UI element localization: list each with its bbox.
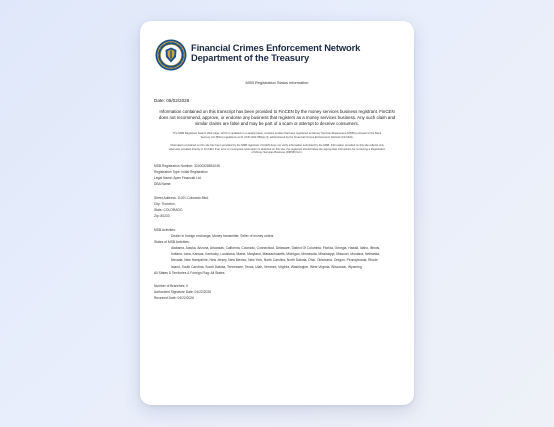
agency-title: [191, 43, 403, 63]
msb-activities-label: MSB Activities:: [154, 227, 176, 232]
registration-type: Registration Type: Initial Registration: [154, 169, 208, 174]
document-page: [154, 39, 400, 301]
registration-details: [154, 163, 400, 187]
authorized-signature-date: Authorized Signature Date: 04/22/2026: [154, 290, 212, 295]
intro-paragraph: Information contained on this transcript has been provided to FinCEN by the money services business registrant. FinCEN does not recommend, approve, or endorse any business that registers as a money services business. Any such claim and similar claims are false and may be part of a scam or attempt to deceive consumers.: [158, 109, 396, 126]
city: City: Thornton,: [154, 201, 176, 206]
number-of-branches: Number of Branches: 0: [154, 284, 188, 289]
all-states-flag: All States & Territories & Foreign Flag: All States: [154, 271, 225, 276]
registration-number: MSB Registration Number: 31000328551045: [154, 163, 220, 168]
date-label: Date:: [154, 98, 165, 103]
agency-name-line1: Financial Crimes Enforcement Network: [191, 42, 361, 53]
states-of-activities-label: States of MSB Activities:: [154, 239, 190, 244]
street-address: Street Address: 1130 I Colorado Blvd.: [154, 195, 209, 200]
fine-print-search-info: The MSB Registrant Search Web page, which is updated on a weekly basis, contains entities that have registered as Money Services Businesses (MSBs) pursuant to the Bank Secrecy Act (BSA) regulations at 31 CFR 1022.380(a)-(f), administered by the Financial Crimes Enforcement Network (FinCEN).: [172, 132, 382, 139]
document-title: MSB Registration Status Information: [245, 80, 309, 85]
fine-print-disclaimer: Information contained on this site has been provided by the MSB registrant. FinCEN does not verify information submitted by the MSB. Information provided on this site reflects only what was provided directly to FinCEN. If an error or incomplete information is detected on this site, the registrant should follow the appropriate instructions for correcting a Registration of Money Services Business (RMSB) form.: [168, 144, 386, 154]
legal-name: Legal Name: Apex Financial Ltd.: [154, 175, 202, 180]
date-value: 05/02/2026: [166, 98, 190, 103]
document-header: [154, 39, 400, 69]
activity-details: [154, 227, 400, 277]
document-date: [154, 98, 400, 103]
treasury-seal-icon: [155, 39, 187, 71]
msb-activities-value: Dealer in foreign exchange, Money transmitter, Seller of money orders: [171, 233, 274, 238]
agency-name-line2: Department of the Treasury: [191, 52, 310, 63]
document-card: [140, 21, 414, 405]
address-details: [154, 195, 400, 219]
states-of-activities-value: Alabama, Alaska, Arizona, Arkansas, California, Colorado, Connecticut, Delaware, District Of Columbia, Florida, Georgia, Hawaii, Idaho, Illinois, Indiana, Iowa, Kansas, Kentucky, Louisiana, Maine, Maryland, Massachusetts, Michigan, Minnesota, Mississippi, Missouri, Montana, Nebraska, Nevada, New Hampshire, New Jersey, New Mexico, New York, North Carolina, North Dakota, Ohio, Oklahoma, Oregon, Pennsylvania, Rhode Island, South Carolina, South Dakota, Tennessee, Texas, Utah, Vermont, Virginia, Washington, West Virginia, Wisconsin, Wyoming: [171, 245, 381, 269]
state: State: COLORADO: [154, 207, 183, 212]
summary-details: [154, 283, 400, 301]
zip: Zip: 80233: [154, 213, 170, 218]
received-date: Received Date: 04/22/2026: [154, 296, 194, 301]
dba-name: DBA Name:: [154, 181, 172, 186]
